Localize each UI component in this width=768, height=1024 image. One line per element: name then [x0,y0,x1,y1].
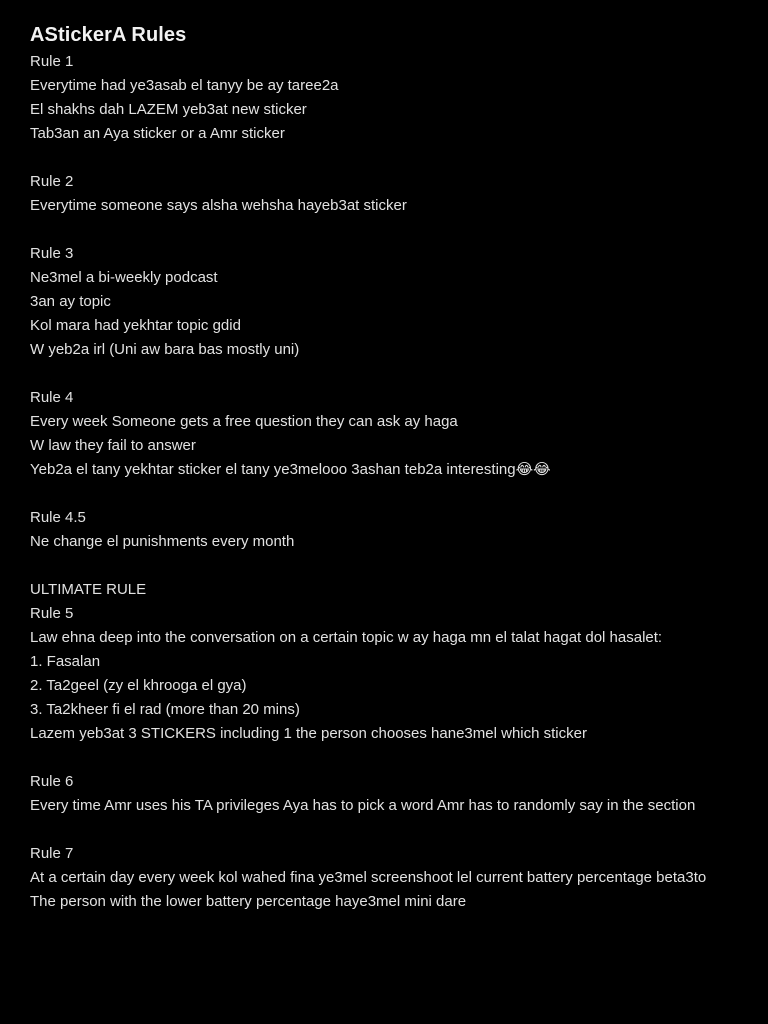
rule-3-heading: Rule 3 [30,245,74,262]
blank-line [30,746,738,770]
rule-3-line-3: Kol mara had yekhtar topic gdid [30,317,241,334]
rule-4-line-1: Every week Someone gets a free question they can ask ay haga [30,413,458,430]
rule-3-line-2: 3an ay topic [30,293,111,310]
rule-5-item-2: 2. Ta2geel (zy el khrooga el gya) [30,677,247,694]
rule-5-heading: Rule 5 [30,605,74,622]
rule-1-line-1: Everytime had ye3asab el tanyy be ay taree2a [30,77,339,94]
rule-4-5-line-1: Ne change el punishments every month [30,533,295,550]
rule-5-item-3: 3. Ta2kheer fi el rad (more than 20 mins) [30,701,300,718]
blank-line [30,362,738,386]
note-title: AStickerA Rules [30,24,187,46]
rule-3-line-1: Ne3mel a bi-weekly podcast [30,269,218,286]
rule-7-line-1: At a certain day every week kol wahed fina ye3mel screenshoot lel current battery percentage beta3to [30,869,707,886]
rule-4-line-3: Yeb2a el tany yekhtar sticker el tany ye3melooo 3ashan teb2a interesting😂😂 [30,461,551,478]
note-body[interactable] [30,50,738,914]
blank-line [30,554,738,578]
rule-1-line-2: El shakhs dah LAZEM yeb3at new sticker [30,101,307,118]
rule-6-line-1: Every time Amr uses his TA privileges Aya has to pick a word Amr has to randomly say in the section [30,797,696,814]
rule-4-line-2: W law they fail to answer [30,437,196,454]
rule-5-item-1: 1. Fasalan [30,653,101,670]
rule-6-heading: Rule 6 [30,773,74,790]
rule-1-line-3: Tab3an an Aya sticker or a Amr sticker [30,125,285,142]
rule-2-line-1: Everytime someone says alsha wehsha hayeb3at sticker [30,197,407,214]
rule-5-line-2: Lazem yeb3at 3 STICKERS including 1 the person chooses hane3mel which sticker [30,725,587,742]
blank-line [30,146,738,170]
blank-line [30,218,738,242]
rule-2-heading: Rule 2 [30,173,74,190]
rule-7-line-2: The person with the lower battery percentage haye3mel mini dare [30,893,467,910]
blank-line [30,818,738,842]
rule-3-line-4: W yeb2a irl (Uni aw bara bas mostly uni) [30,341,300,358]
rule-5-line-1: Law ehna deep into the conversation on a certain topic w ay haga mn el talat hagat dol hasalet: [30,629,663,646]
rule-7-heading: Rule 7 [30,845,74,862]
rule-4-5-heading: Rule 4.5 [30,509,86,526]
blank-line [30,482,738,506]
rule-1-heading: Rule 1 [30,53,74,70]
ultimate-rule-heading: ULTIMATE RULE [30,581,147,598]
rule-4-heading: Rule 4 [30,389,74,406]
